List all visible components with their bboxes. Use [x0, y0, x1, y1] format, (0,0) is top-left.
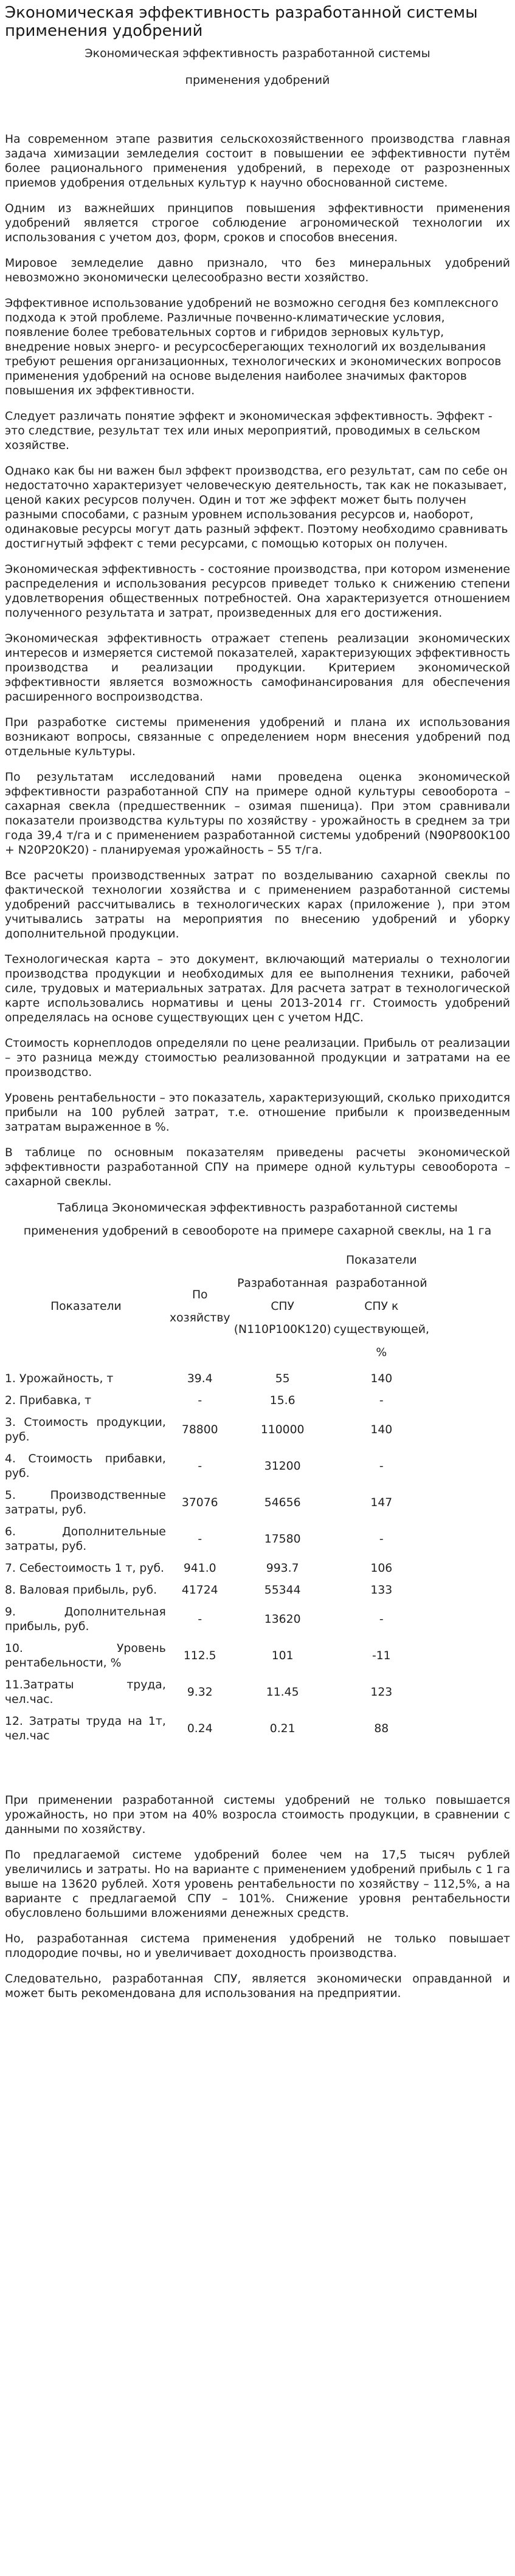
efficiency-table — [5, 1245, 430, 1747]
row-spu-cell: 17580 — [264, 1533, 301, 1546]
paragraph: Мировое земледелие давно признало, что без минеральных удобрений невозможно экономически целесообразно вести хозяйство. — [5, 257, 510, 284]
table-row — [5, 1412, 430, 1448]
table-row — [5, 1580, 430, 1601]
paragraph: Экономическая эффективность отражает степень реализации экономических интересов и измеряется системой показателей, характеризующих эффективность производства и реализации продукции. Критерием экономической эффективности является возможность самофинансирования для обеспечения расширенного воспроизводства. — [5, 632, 510, 704]
paragraph: В таблице по основным показателям приведены расчеты экономической эффективности разработанной СПУ на примере одной культуры севооборота – сахарной свеклы. — [5, 1146, 510, 1188]
subtitle-block — [5, 46, 510, 87]
header-developed-spu: Разработанная СПУ (N110P100K120) — [233, 1277, 331, 1336]
table-row — [5, 1448, 430, 1485]
row-spu-cell: 110000 — [260, 1423, 305, 1436]
row-farm-cell: - — [198, 1533, 202, 1546]
row-indicator-cell: 5. Производственные затраты, руб. — [5, 1489, 166, 1516]
row-spu-cell: 993.7 — [266, 1562, 299, 1575]
row-spu-cell: 13620 — [264, 1613, 301, 1626]
row-indicator-cell: 3. Стоимость продукции, руб. — [5, 1416, 166, 1444]
paragraph: Но, разработанная система применения удобрений не только повышает плодородие почвы, но и увеличивает доходность производства. — [5, 1933, 510, 1960]
row-ratio-cell: 123 — [370, 1686, 393, 1699]
row-spu-cell: 54656 — [264, 1496, 301, 1509]
row-ratio-cell: 147 — [370, 1496, 393, 1509]
row-farm-cell: 41724 — [181, 1584, 218, 1597]
row-indicator-cell: 11.Затраты труда, чел.час. — [5, 1679, 166, 1706]
row-farm-cell: 0.24 — [187, 1722, 213, 1735]
row-indicator-cell: 10. Уровень рентабельности, % — [5, 1642, 166, 1670]
row-indicator-cell: 9. Дополнительная прибыль, руб. — [5, 1606, 166, 1633]
paragraph: Уровень рентабельности – это показатель, характеризующий, сколько приходится прибыли на 100 рублей затрат, т.е. отношение прибыли к произведенным затратам выраженное в %. — [5, 1092, 510, 1134]
row-ratio-cell: - — [379, 1460, 384, 1473]
row-ratio-cell: - — [379, 1613, 384, 1626]
row-indicator-cell: 2. Прибавка, т — [5, 1394, 92, 1407]
row-spu-cell: 55344 — [264, 1584, 301, 1597]
header-farm: По хозяйству — [169, 1289, 230, 1324]
row-indicator-cell: 4. Стоимость прибавки, руб. — [5, 1453, 166, 1480]
paragraph: Следует различать понятие эффект и экономическая эффективность. Эффект - это следствие, результат тех или иных мероприятий, проводимых в сельском хозяйстве. — [5, 410, 493, 452]
row-indicator-cell: 6. Дополнительные затраты, руб. — [5, 1526, 166, 1553]
row-spu-cell: 101 — [271, 1649, 294, 1662]
table-caption-line-1: Таблица Экономическая эффективность разработанной системы — [57, 1201, 458, 1214]
row-spu-cell: 15.6 — [269, 1394, 296, 1407]
table-body — [5, 1368, 430, 1747]
table-row — [5, 1558, 430, 1580]
header-ratio: Показатели разработанной СПУ к существующей, % — [333, 1254, 429, 1359]
row-farm-cell: 9.32 — [187, 1686, 213, 1699]
paragraph: На современном этапе развития сельскохозяйственного производства главная задача химизации земледелия состоит в повышении ее эффективности путём более рационального применения удобрений, в переходе от разрозненных приемов удобрения отдельных культур к научно обоснованной системе. — [5, 133, 510, 190]
row-ratio-cell: 133 — [370, 1584, 393, 1597]
table-row — [5, 1521, 430, 1558]
row-indicator-cell: 12. Затраты труда на 1т, чел.час — [5, 1715, 166, 1742]
row-ratio-cell: 140 — [370, 1372, 393, 1385]
header-indicators: Показатели — [50, 1300, 122, 1313]
paragraph: По результатам исследований нами проведена оценка экономической эффективности разработанной СПУ на примере одной культуры севооборота – сахарная свекла (предшественник – озимая пшеница). При этом сравнивали показатели производства культуры по хозяйству - урожайность в среднем за три года 39,4 т/га и с применением разработанной системы удобрений (N90P800K100 + N20P20K20) - планируемая урожайность – 55 т/га. — [5, 771, 510, 857]
row-ratio-cell: 88 — [374, 1722, 389, 1735]
row-farm-cell: - — [198, 1394, 202, 1407]
paragraph: Эффективное использование удобрений не возможно сегодня без комплексного подхода к этой проблеме. Различные почвенно-климатические условия, появление более требовательных сортов и гибридов зерновых культур, внедрение новых энерго- и ресурсосберегающих технологий их возделывания требуют решения организационных, технологических и экономических вопросов применения удобрений на основе выделения наиболее значимых факторов повышения их эффективности. — [5, 297, 502, 397]
table-caption — [5, 1201, 510, 1238]
row-farm-cell: 39.4 — [187, 1372, 213, 1385]
row-indicator-cell: 1. Урожайность, т — [5, 1372, 114, 1385]
row-indicator-cell: 8. Валовая прибыль, руб. — [5, 1584, 157, 1597]
paragraph: По предлагаемой системе удобрений более чем на 17,5 тысяч рублей увеличились и затраты. Но на варианте с применением удобрений прибыль с 1 га выше на 13620 рублей. Хотя уровень рентабельности по хозяйству – 112,5%, а на варианте с предлагаемой СПУ – 101%. Снижение уровня рентабельности обусловлено большими вложениями денежных средств. — [5, 1849, 510, 1920]
paragraph: Однако как бы ни важен был эффект производства, его результат, сам по себе он недостаточно характеризует человеческую деятельность, так как не показывает, ценой каких ресурсов получен. Один и тот же эффект может быть получен разными способами, с разным уровнем использования ресурсов и, наоборот, одинаковые ресурсы могут дать разный эффект. Поэтому необходимо сравнивать достигнутый эффект с теми ресурсами, с помощью которых он получен. — [5, 465, 508, 550]
table-row — [5, 1638, 430, 1674]
row-spu-cell: 55 — [275, 1372, 290, 1385]
subtitle-line-1: Экономическая эффективность разработанной системы — [85, 47, 430, 60]
row-farm-cell: 37076 — [181, 1496, 218, 1509]
row-ratio-cell: -11 — [372, 1649, 391, 1662]
row-farm-cell: - — [198, 1460, 202, 1473]
table-row — [5, 1711, 430, 1747]
row-ratio-cell: 140 — [370, 1423, 393, 1436]
row-spu-cell: 31200 — [264, 1460, 301, 1473]
paragraph: Стоимость корнеплодов определяли по цене реализации. Прибыль от реализации – это разница между стоимостью реализованной продукции и затратами на ее производство. — [5, 1037, 510, 1079]
conclusions — [5, 1793, 510, 2001]
table-caption-line-2: применения удобрений в севообороте на примере сахарной свеклы, на 1 га — [23, 1224, 492, 1238]
paragraph: Одним из важнейших принципов повышения эффективности применения удобрений является строгое соблюдение агрономической технологии их использования с учетом доз, форм, сроков и способов внесения. — [5, 202, 510, 244]
row-indicator-cell: 7. Себестоимость 1 т, руб. — [5, 1562, 165, 1575]
row-farm-cell: 78800 — [181, 1423, 218, 1436]
row-spu-cell: 11.45 — [266, 1686, 299, 1699]
row-spu-cell: 0.21 — [269, 1722, 296, 1735]
row-farm-cell: 112.5 — [183, 1649, 216, 1662]
row-ratio-cell: - — [379, 1533, 384, 1546]
table-row — [5, 1390, 430, 1412]
row-farm-cell: - — [198, 1613, 202, 1626]
subtitle-line-2: применения удобрений — [185, 74, 330, 87]
table-row — [5, 1674, 430, 1711]
paragraph: При разработке системы применения удобрений и плана их использования возникают вопросы, связанные с определением норм внесения удобрений под отдельные культуры. — [5, 716, 510, 758]
table-row — [5, 1368, 430, 1390]
table-row — [5, 1485, 430, 1521]
paragraph: Все расчеты производственных затрат по возделыванию сахарной свеклы по фактической технологии хозяйства и с применением разработанной системы удобрений рассчитывались в технологических карах (приложение ), при этом учитывались затраты на мероприятия по внесению удобрений и уборку дополнительной продукции. — [5, 869, 510, 940]
row-ratio-cell: - — [379, 1394, 384, 1407]
row-ratio-cell: 106 — [370, 1562, 393, 1575]
paragraph: При применении разработанной системы удобрений не только повышается урожайность, но при этом на 40% возросла стоимость продукции, в сравнении с данными по хозяйству. — [5, 1794, 510, 1836]
paragraph: Экономическая эффективность - состояние производства, при котором изменение распределения и использования ресурсов приведет только к снижению степени удовлетворения общественных потребностей. Она характеризуется отношением полученного результата и затрат, произведенных для его достижения. — [5, 563, 510, 620]
paragraph: Технологическая карта – это документ, включающий материалы о технологии производства продукции и необходимых для ее выполнения техники, рабочей силе, трудовых и материальных затратах. Для расчета затрат в технологической карте использовались нормативы и цены 2013-2014 гг. Стоимость удобрений определялась на основе существующих цен с учетом НДС. — [5, 953, 510, 1024]
row-farm-cell: 941.0 — [183, 1562, 216, 1575]
table-header-row — [5, 1245, 430, 1368]
paragraph: Следовательно, разработанная СПУ, является экономически оправданной и может быть рекомендована для использования на предприятии. — [5, 1973, 510, 2000]
page-title: Экономическая эффективность разработанной системы применения удобрений — [5, 4, 478, 40]
table-row — [5, 1601, 430, 1638]
